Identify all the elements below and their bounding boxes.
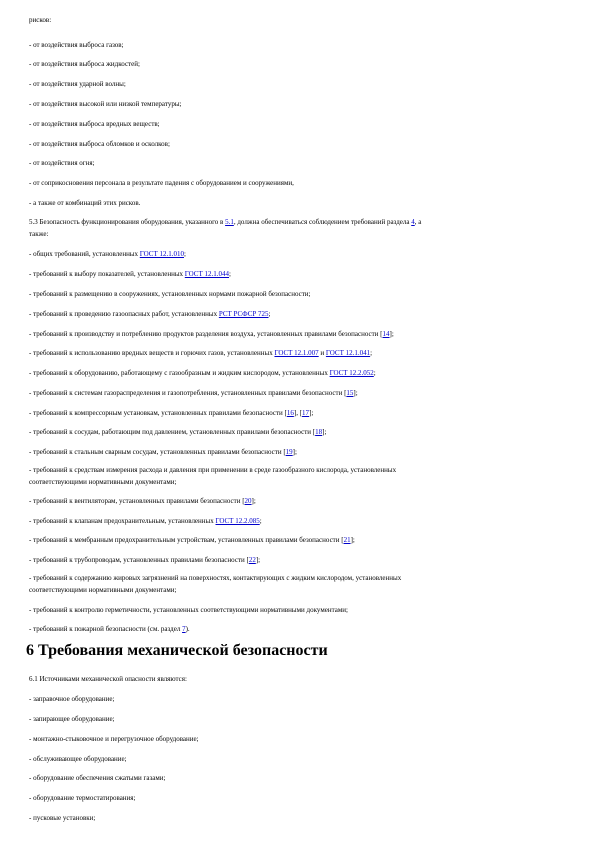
text-run: - общих требований, установленных	[29, 250, 140, 258]
text-line	[29, 674, 561, 685]
text-line	[29, 516, 561, 527]
text-run: , должна обеспечиваться соблюдением требований раздела	[233, 218, 412, 226]
text-run: - запирающее оборудование;	[29, 715, 115, 723]
text-line	[29, 714, 561, 725]
text-line	[29, 119, 561, 130]
text-line	[29, 229, 561, 240]
text-run: - требований к производству и потреблению продуктов разделения воздуха, установленных правилами безопасности [	[29, 330, 383, 338]
reference-link[interactable]: 19	[285, 448, 293, 456]
text-run: - требований к проведению газоопасных работ, установленных	[29, 310, 219, 318]
text-line	[29, 477, 561, 488]
reference-link[interactable]: ГОСТ 12.1.041	[325, 349, 371, 357]
text-line	[29, 99, 561, 110]
text-run: - требований к пожарной безопасности (см. раздел	[29, 625, 183, 633]
text-run: - от соприкосновения персонала в результате падения с оборудованием и сооружениями,	[29, 179, 294, 187]
text-run: - требований к контролю герметичности, установленных соответствующими нормативными документами;	[29, 606, 348, 614]
text-run: ];	[309, 409, 314, 417]
text-run: - оборудование термостатирования;	[29, 794, 136, 802]
text-run: ];	[251, 497, 256, 505]
text-run: - требований к системам газораспределения и газопотребления, установленных правилами безопасности [	[29, 389, 347, 397]
text-run: - требований к сосудам, работающим под давлением, установленных правилами безопасности [	[29, 428, 316, 436]
text-line	[29, 217, 561, 228]
text-line	[29, 585, 561, 596]
text-line	[29, 605, 561, 616]
text-line	[29, 178, 561, 189]
text-run: ];	[322, 428, 327, 436]
text-run: - заправочное оборудование;	[29, 695, 115, 703]
text-run: - требований к размещению в сооружениях, установленных нормами пожарной безопасности;	[29, 290, 311, 298]
text-run: соответствующими нормативными документами;	[29, 478, 177, 486]
text-run: - от воздействия выброса жидкостей;	[29, 60, 140, 68]
reference-link[interactable]: 17	[302, 409, 310, 417]
text-line	[29, 198, 561, 209]
text-run: - требований к компрессорным установкам, установленных правилами безопасности [	[29, 409, 287, 417]
text-line	[29, 79, 561, 90]
text-run: - требований к клапанам предохранительным, установленных	[29, 517, 216, 525]
text-run: - требований к трубопроводам, установленных правилами безопасности [	[29, 556, 249, 564]
text-run: - от воздействия ударной волны;	[29, 80, 126, 88]
text-run: - требований к мембранным предохранительным устройствам, установленных правилами безопасности [	[29, 536, 344, 544]
text-run: ;	[183, 250, 186, 258]
text-run: и	[318, 349, 326, 357]
text-run: - требований к использованию вредных веществ и горючих газов, установленных	[29, 349, 275, 357]
text-run: - от воздействия выброса обломков и осколков;	[29, 140, 170, 148]
reference-link[interactable]: РСТ РСФСР 725	[218, 310, 269, 318]
text-run: ];	[255, 556, 261, 564]
text-line	[29, 447, 561, 458]
section-heading: 6 Требования механической безопасности	[26, 642, 328, 659]
reference-link[interactable]: ГОСТ 12.1.044	[184, 270, 230, 278]
text-line	[29, 535, 561, 546]
text-run: ], [	[293, 409, 303, 417]
text-line	[29, 269, 561, 280]
text-line	[29, 15, 561, 26]
text-run: соответствующими нормативными документами;	[29, 586, 177, 594]
text-run: - требований к выбору показателей, установленных	[29, 270, 185, 278]
text-run: рисков:	[29, 16, 52, 24]
text-line	[29, 158, 561, 169]
text-line	[29, 694, 561, 705]
text-line	[29, 555, 561, 566]
reference-link[interactable]: 22	[248, 556, 256, 564]
text-line	[29, 773, 561, 784]
text-line	[29, 329, 561, 340]
text-line	[29, 624, 561, 635]
text-run: - обслуживающее оборудование;	[29, 755, 127, 763]
text-run: - от воздействия огня;	[29, 159, 95, 167]
text-line	[29, 40, 561, 51]
text-run: , а	[414, 218, 422, 226]
text-line	[29, 465, 561, 476]
text-run: ).	[185, 625, 190, 633]
text-run: ;	[373, 369, 376, 377]
text-run: - требований к средствам измерения расхода и давления при применении в среде газообразного кислорода, установленных	[29, 466, 397, 474]
reference-link[interactable]: ГОСТ 12.1.007	[274, 349, 319, 357]
text-run: - от воздействия выброса газов;	[29, 41, 124, 49]
text-line	[29, 388, 561, 399]
text-run: ;	[268, 310, 271, 318]
text-run: ;	[370, 349, 373, 357]
text-line	[29, 793, 561, 804]
reference-link[interactable]: 14	[382, 330, 390, 338]
text-line	[29, 813, 561, 824]
text-run: - требований к содержанию жировых загрязнений на поверхностях, контактирующих с жидким кислородом, установленных	[29, 574, 402, 582]
reference-link[interactable]: 7	[182, 625, 186, 633]
text-line	[29, 59, 561, 70]
text-line	[29, 408, 561, 419]
reference-link[interactable]: 4	[411, 218, 415, 226]
text-run: - требований к вентиляторам, установленных правилами безопасности [	[29, 497, 245, 505]
text-run: ];	[353, 389, 358, 397]
text-line	[29, 139, 561, 150]
text-run: ;	[229, 270, 231, 278]
text-run: ];	[389, 330, 394, 338]
text-line	[29, 368, 561, 379]
text-line	[29, 289, 561, 300]
text-line	[29, 427, 561, 438]
text-run: - от воздействия высокой или низкой температуры;	[29, 100, 182, 108]
reference-link[interactable]: 18	[315, 428, 323, 436]
text-run: - от воздействия выброса вредных веществ;	[29, 120, 160, 128]
text-run: - требований к стальным сварным сосудам, установленных правилами безопасности [	[29, 448, 286, 456]
text-line	[29, 249, 561, 260]
text-run: - требований к оборудованию, работающему с газообразным и жидким кислородом, установленных	[29, 369, 330, 377]
text-line	[29, 348, 561, 359]
text-run: - монтажно-стыковочное и перегрузочное оборудование;	[29, 735, 199, 743]
text-run: ;	[259, 517, 262, 525]
text-line	[29, 496, 561, 507]
text-run: 6.1 Источниками механической опасности являются:	[29, 675, 187, 683]
text-run: ];	[292, 448, 297, 456]
reference-link[interactable]: 15	[346, 389, 354, 397]
text-run: - оборудование обеспечения сжатыми газами;	[29, 774, 166, 782]
text-run: ];	[350, 536, 355, 544]
reference-link[interactable]: ГОСТ 12.1.010	[139, 250, 184, 258]
text-run: 5.3 Безопасность функционирования оборудования, указанного в	[29, 218, 226, 226]
text-run: - а также от комбинаций этих рисков.	[29, 199, 141, 207]
reference-link[interactable]: 16	[286, 409, 294, 417]
text-run: - пусковые установки;	[29, 814, 96, 822]
text-run: также:	[29, 230, 49, 238]
reference-link[interactable]: ГОСТ 12.2.085	[215, 517, 260, 525]
text-line	[29, 754, 561, 765]
text-line	[29, 309, 561, 320]
reference-link[interactable]: 21	[343, 536, 351, 544]
text-line	[29, 734, 561, 745]
reference-link[interactable]: 20	[244, 497, 252, 505]
reference-link[interactable]: 5.1	[225, 218, 234, 226]
text-line	[29, 573, 561, 584]
reference-link[interactable]: ГОСТ 12.2.052	[329, 369, 374, 377]
